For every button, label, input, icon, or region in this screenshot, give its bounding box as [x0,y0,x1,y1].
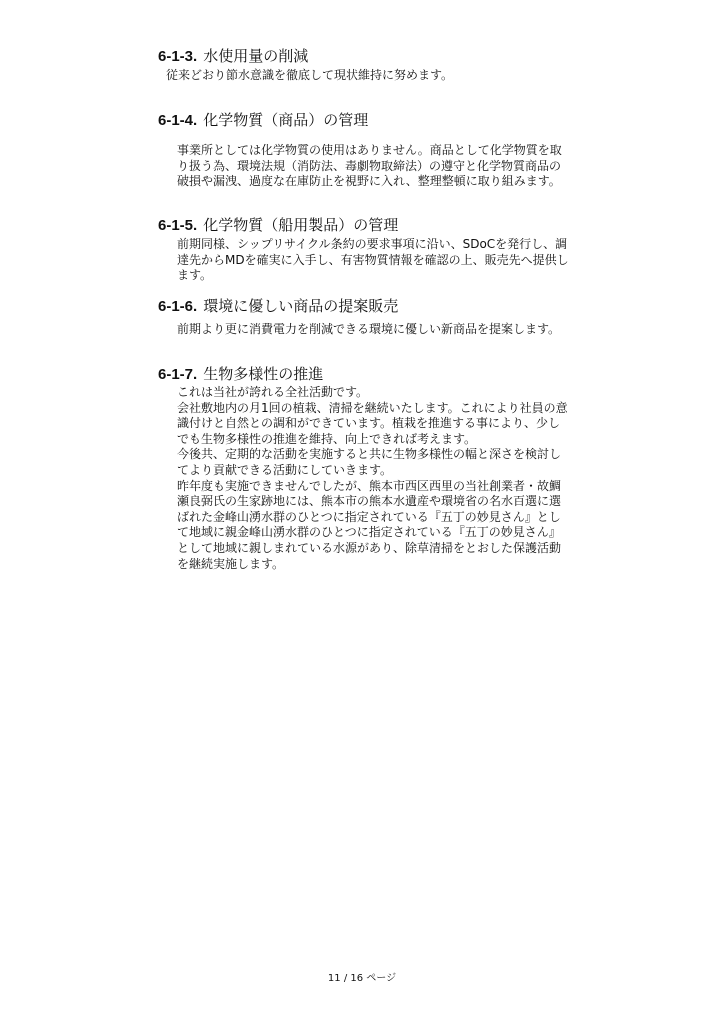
body-line: て地域に親金峰山湧水群のひとつに指定されている『五丁の妙見さん』 [177,525,561,540]
body-line: 会社敷地内の月1回の植栽、清掃を継続いたします。これにより社員の意 [177,400,568,415]
body-line: を継続実施します。 [177,556,285,571]
body-line: 前期同様、シップリサイクル条約の要求事項に沿い、SDoCを発行し、調 [177,237,568,251]
body-line: 今後共、定期的な活動を実施すると共に生物多様性の幅と深さを検討し [177,447,562,462]
section-number: 6-1-4. [158,112,198,129]
section-heading [158,296,628,317]
body-line: てより貢献できる活動にしていきます。 [177,462,393,477]
section-title: 化学物質（商品）の管理 [203,111,369,129]
section-6-1-5 [158,215,628,284]
body-line: として地域に親しまれている水源があり、除草清掃をとおした保護活動 [177,540,562,555]
body-line: り扱う為、環境法規（消防法、毒劇物取締法）の遵守と化学物質商品の [177,158,562,173]
section-6-1-3 [158,46,628,84]
page-number-footer: 11 / 16 ページ [327,973,397,984]
body-line: 識付けと自然との調和ができています。植栽を推進する事により、少し [177,416,561,431]
body-line: 前期より更に消費電力を削減できる環境に優しい新商品を提案します。 [177,322,561,336]
section-title: 環境に優しい商品の提案販売 [203,297,399,315]
section-6-1-7 [158,364,628,572]
section-title: 水使用量の削減 [203,47,309,65]
section-6-1-6 [158,296,628,338]
section-number: 6-1-5. [158,217,198,234]
body-line: 瀬良弼氏の生家跡地には、熊本市の熊本水遺産や環境省の名水百選に選 [177,494,562,509]
section-heading [158,215,628,236]
section-title: 化学物質（船用製品）の管理 [203,216,399,234]
body-line: 事業所としては化学物質の使用はありません。商品として化学物質を取 [177,143,562,157]
section-number: 6-1-6. [158,298,198,315]
section-number: 6-1-3. [158,48,198,65]
section-body [177,385,628,572]
body-line: 破損や漏洩、過度な在庫防止を視野に入れ、整理整頓に取り組みます。 [177,174,561,189]
section-body [166,68,628,84]
section-body [177,322,628,338]
body-line: ばれた金峰山湧水群のひとつに指定されている『五丁の妙見さん』とし [177,509,561,524]
section-6-1-4 [158,110,628,190]
section-body [177,237,628,284]
body-line: ます。 [177,268,213,283]
body-line: 達先からMDを確実に入手し、有害物質情報を確認の上、販売先へ提供し [177,252,569,267]
body-line: 従来どおり節水意識を徹底して現状維持に努めます。 [166,68,454,82]
section-heading [158,46,628,67]
body-line: 昨年度も実施できませんでしたが、熊本市西区西里の当社創業者・故鯛 [177,478,562,493]
section-heading [158,110,628,131]
section-heading [158,364,628,385]
section-body [177,143,628,190]
section-number: 6-1-7. [158,366,198,383]
body-line: でも生物多様性の推進を維持、向上できれば考えます。 [177,431,477,446]
section-title: 生物多様性の推進 [203,365,324,383]
body-line: これは当社が誇れる全社活動です。 [177,385,369,399]
